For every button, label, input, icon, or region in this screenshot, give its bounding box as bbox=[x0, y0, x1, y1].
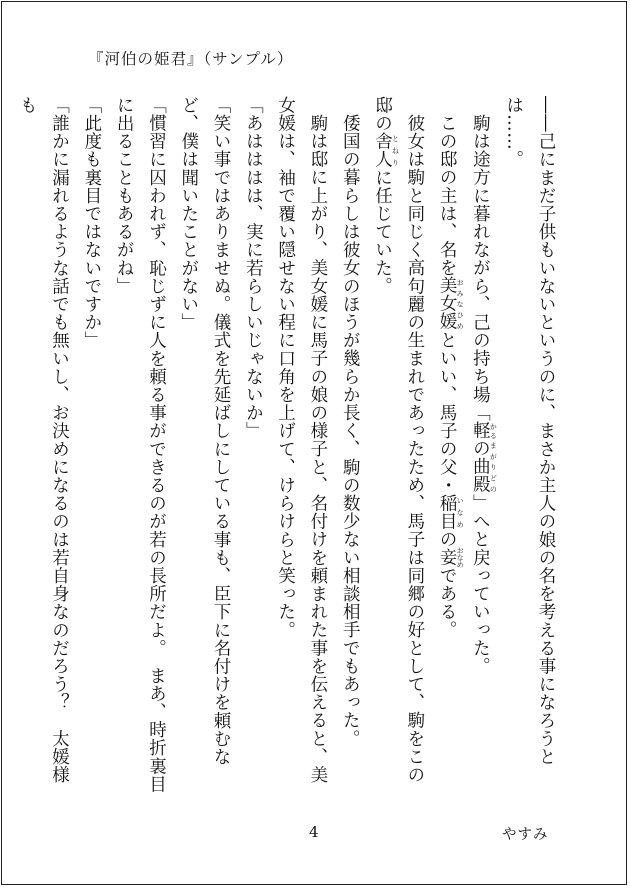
paragraph bbox=[431, 96, 464, 796]
ruby-reading: かる bbox=[489, 421, 498, 440]
ruby-reading: とねり bbox=[391, 132, 400, 169]
ruby-reading: おなめ bbox=[456, 546, 465, 568]
ruby-base: の曲殿 bbox=[470, 439, 491, 494]
ruby-reading: おみなひめ bbox=[456, 276, 465, 331]
text-run: に任じていた。 bbox=[372, 168, 393, 296]
ruby-base: 稲目 bbox=[437, 493, 458, 530]
text-run: 駒は途方に暮れながら、己の持ち場「 bbox=[470, 113, 491, 422]
author-name: やすみ bbox=[502, 827, 549, 843]
ruby-word bbox=[470, 421, 498, 440]
paragraph: 駒は邸に上がり、美女媛に馬子の娘の様子と、名付けを頼まれた事を伝えると、美女媛は、袖で覆い隠せない程に口角を上げて、けらけらと笑った。 bbox=[275, 96, 328, 784]
dialogue-line: 「慣習に囚われず、恥じずに人を頼る事ができるのが若の長所だよ。 まあ、時折裏目に出ることもあるがね」 bbox=[114, 96, 167, 794]
ruby-word bbox=[437, 493, 465, 530]
dialogue-line: 「此度も裏目ではないですか」 bbox=[81, 96, 102, 350]
page-number: 4 bbox=[309, 823, 319, 841]
text-run: 彼女は駒と同じく高句麗の生まれであったため、馬子は同郷の好として、駒をこの邸の bbox=[372, 96, 425, 784]
ruby-base: 軽 bbox=[470, 421, 491, 440]
dialogue-line: 「あはははは、実に若らしいじゃないか」 bbox=[243, 96, 264, 440]
ruby-word bbox=[437, 276, 465, 331]
body-text bbox=[11, 96, 562, 796]
paragraph: 倭国の暮らしは彼女のほうが幾らか長く、駒の数少ない相談相手でもあった。 bbox=[340, 113, 361, 747]
paragraph: ――己にまだ子供もいないというのに、まさか主人の娘の名を考える事になろうとは……。 bbox=[503, 96, 556, 766]
ruby-reading: まがりどの bbox=[489, 439, 498, 494]
page-title: 『河伯の姫君』（サンプル） bbox=[88, 50, 294, 68]
text-run: である。 bbox=[437, 566, 458, 639]
text-run: 」へと戻っていった。 bbox=[470, 493, 491, 675]
text-run: の bbox=[437, 529, 458, 548]
ruby-reading: いなめ bbox=[456, 493, 465, 530]
paragraph bbox=[366, 96, 431, 796]
ruby-base: 舎人 bbox=[372, 132, 393, 169]
ruby-base: 美女媛 bbox=[437, 276, 458, 331]
text-run: この邸の主は、名を bbox=[437, 113, 458, 277]
ruby-base: 妾 bbox=[437, 546, 458, 568]
ruby-word bbox=[470, 439, 498, 494]
dialogue-line: 「笑い事ではありませぬ。儀式を先延ばしにしている事も、臣下に名付けを頼むなど、僕は聞いたことがない」 bbox=[178, 96, 232, 766]
text-run: といい、馬子の父・ bbox=[437, 330, 458, 494]
ruby-word bbox=[437, 546, 465, 568]
paragraph bbox=[464, 96, 497, 796]
ruby-word bbox=[372, 132, 400, 169]
dialogue-line: 「誰かに漏れるような話でも無いし、お決めになるのは若自身なのだろう？ 太媛様も bbox=[17, 96, 70, 784]
